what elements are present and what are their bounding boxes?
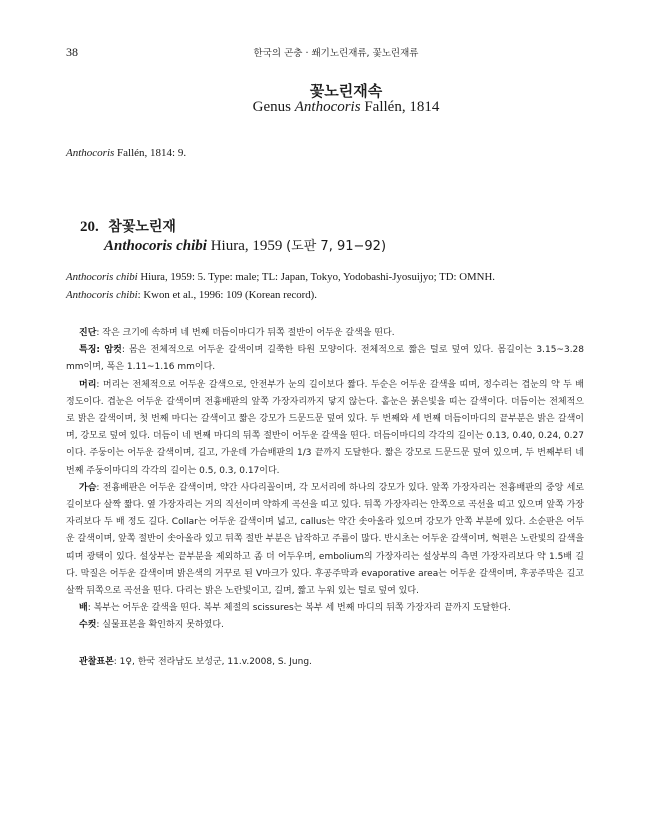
female-label: 암컷 (104, 345, 122, 356)
reference-line (66, 286, 495, 304)
species-author: Hiura, 1959 (206, 238, 287, 254)
species-number: 20. (80, 219, 99, 235)
genus-title-korean: 꽃노린재속 (309, 82, 383, 100)
reference-taxon: Anthocoris chibi (66, 271, 138, 283)
genus-citation (66, 147, 186, 159)
species-scientific-name: Anthocoris chibi (104, 238, 207, 254)
description-body (66, 325, 584, 671)
genus-name: Anthocoris (294, 99, 361, 115)
reference-taxon: Anthocoris chibi (66, 289, 138, 301)
genus-citation-rest: Fallén, 1814: 9. (114, 147, 187, 159)
head-paragraph (66, 377, 584, 480)
genus-title-latin (0, 99, 652, 116)
head-label: 머리 (79, 379, 97, 390)
features-paragraph: 특징: 암컷: 몸은 전체적으로 어두운 갈색이며 길쭉한 타원 모양이다. 전체적으로 짧은 털로 덮여 있다. 몸길이는 3.15~3.28 mm이며, 폭은 1.11~1.16 mm이다. (66, 345, 585, 373)
thorax-label: 가슴 (79, 482, 97, 493)
diagnosis-text: : 작은 크기에 속하며 네 번째 더듬이마디가 뒤쪽 절반이 어두운 갈색을 띤다. (96, 328, 395, 338)
species-plate: (도판 7, 91−92) (286, 239, 387, 254)
genus-prefix: Genus (252, 99, 295, 115)
male-text: : 실물표본을 확인하지 못하였다. (96, 620, 224, 631)
material-paragraph (66, 654, 584, 671)
diagnosis-label: 진단 (79, 328, 97, 338)
thorax-text: : 전흉배판은 어두운 갈색이며, 약간 사다리꼴이며, 각 모서리에 하나의 강모가 있다. 앞쪽 가장자리는 전흉배판의 중앙 세로 길이보다 살짝 짧다. 옆 가장자리는 거의 직선이며 약하게 곡선을 띠고 있다. 뒤쪽 가장자리는 안쪽으로 곡선을 띠고 있으며 앞쪽 가장자리보다 두 배 정도 길다. Collar는 어두운 갈색이며 넓고, callus는 약간 솟아올라 있으며 강모가 안쪽 부분에 있다. 소순판은 어두운 갈색이며, 앞쪽 절반이 솟아올라 있고 뒤쪽 절반 부분은 납작하고 주름이 많다. 반시초는 어두운 갈색이며, 혁편은 노란빛의 갈색을 띠며 광택이 있다. 설상부는 끝부분을 제외하고 좀 더 어두우며, embolium의 가장자리는 설상부의 측면 가장자리보다 약 1.5배 길다. 막질은 어두운 갈색이며 밝은색의 거꾸로 된 V마크가 있다. 후공주막과 evaporative area는 어두운 갈색이며, 후공주막은 길고 살짝 뒤쪽으로 곡선을 띤다. 다리는 밝은 노란빛이고, 길며, 짧고 누워 있는 털로 덮여 있다. (66, 482, 585, 597)
reference-text: : Kwon et al., 1996: 109 (Korean record). (137, 289, 317, 301)
genus-citation-name: Anthocoris (66, 147, 115, 159)
species-name-korean: 참꽃노린재 (108, 219, 176, 235)
male-label: 수컷 (79, 620, 97, 631)
page-number: 38 (66, 45, 78, 59)
abdomen-label: 배 (79, 603, 88, 614)
reference-text: Hiura, 1959: 5. Type: male; TL: Japan, Tokyo, Yodobashi-Jyosuijyo; TD: OMNH. (137, 271, 495, 283)
material-text: : 1♀, 한국 전라남도 보성군, 11.v.2008, S. Jung. (113, 656, 312, 667)
thorax-paragraph (66, 480, 584, 600)
species-references (66, 268, 495, 304)
genus-author: Fallén, 1814 (360, 99, 440, 115)
reference-line (66, 268, 495, 286)
species-heading (80, 216, 176, 236)
male-paragraph (66, 617, 584, 634)
female-text: : 몸은 전체적으로 어두운 갈색이며 길쭉한 타원 모양이다. 전체적으로 짧은 털로 덮여 있다. 몸길이는 3.15~3.28 mm이며, 폭은 1.11~1.16 mm이다. (66, 345, 585, 373)
head-text: : 머리는 전체적으로 어두운 갈색으로, 안전부가 눈의 길이보다 짧다. 두순은 어두운 갈색을 띠며, 정수리는 겹눈의 약 두 배 정도이다. 겹눈은 어두운 갈색이며 전흉배판의 앞쪽 가장자리까지 닿지 않는다. 홑눈은 붉은빛을 띠는 갈색이다. 더듬이는 전체적으로 밝은 갈색이며, 첫 번째 마디는 갈색이고 짧은 강모가 드문드문 덮여 있다. 두 번째와 세 번째 더듬이마디의 끝부분은 밝은 갈색이며, 강모로 덮여 있다. 더듬이 네 번째 마디의 뒤쪽 절반이 어두운 갈색을 띤다. 더듬이마디의 각각의 길이는 0.13, 0.40, 0.24, 0.27이다. 주둥이는 어두운 갈색이며, 길고, 가운데 가슴배판의 1/3 끝까지 도달한다. 짧은 강모로 드문드문 덮여 있으며, 두 번째부터 네 번째 주둥이마디의 각각의 길이는 0.5, 0.3, 0.17이다. (66, 379, 584, 476)
abdomen-text: : 복부는 어두운 갈색을 띤다. 복부 체절의 scissures는 복부 세 번째 마디의 뒤쪽 가장자리 끝까지 도달한다. (87, 603, 511, 614)
abdomen-paragraph (66, 600, 584, 617)
material-label: 관찰표본 (79, 656, 114, 667)
running-title: 한국의 곤충 · 쐐기노린재류, 꽃노린재류 (253, 48, 419, 59)
diagnosis-paragraph (66, 325, 584, 342)
species-scientific-heading (104, 235, 386, 255)
features-label: 특징 (79, 345, 97, 356)
